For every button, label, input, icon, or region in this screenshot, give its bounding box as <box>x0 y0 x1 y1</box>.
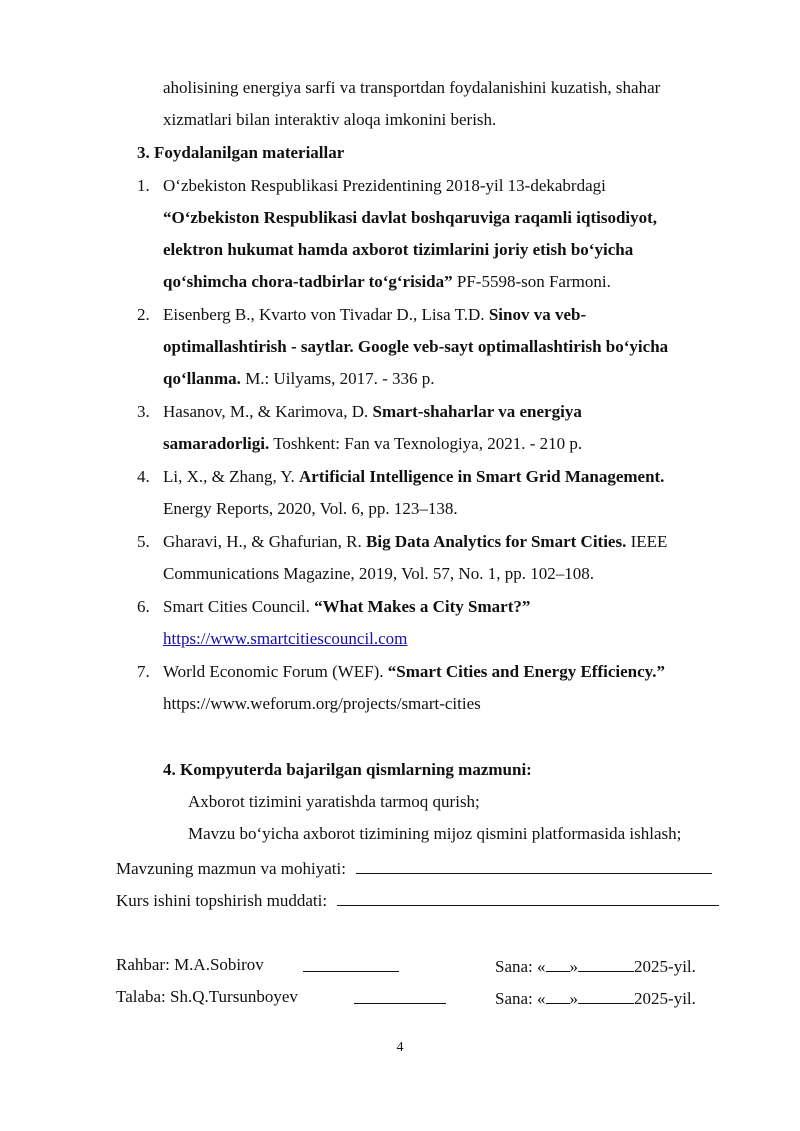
talaba-signature-row <box>354 987 446 1009</box>
ref-7-number: 7. <box>137 662 150 681</box>
ref-3-number: 3. <box>137 402 150 421</box>
mavzu-field-row <box>116 857 712 879</box>
ref-2-line-1 <box>163 305 586 325</box>
mavzu-blank-line[interactable] <box>356 857 712 874</box>
section-3-heading: 3. Foydalanilgan materiallar <box>137 143 345 162</box>
ref-2-source: M.: Uilyams, 2017. - 336 p. <box>240 369 435 388</box>
ref-6-title: “What Makes a City Smart?” <box>314 597 531 616</box>
talaba-date-row <box>495 987 696 1009</box>
ref-6-link[interactable]: https://www.smartcitiescouncil.com <box>163 629 408 648</box>
ref-2-line-3 <box>163 369 435 389</box>
ref-5-title: Big Data Analytics for Smart Cities. <box>366 532 627 551</box>
ref-1-line-4 <box>163 272 611 292</box>
ref-5-authors: Gharavi, H., & Ghafurian, R. <box>163 532 367 551</box>
intro-line-2: xizmatlari bilan interaktiv aloqa imkonini berish. <box>163 110 497 129</box>
ref-5-publisher: IEEE <box>626 532 668 551</box>
ref-1-source: PF-5598-son Farmoni. <box>452 272 611 291</box>
rahbar-date-mid: » <box>569 957 579 976</box>
muddat-field-row <box>116 889 719 911</box>
ref-1-title-end: qo‘shimcha chora-tadbirlar to‘g‘risida” <box>163 272 453 291</box>
ref-6-number: 6. <box>137 597 150 616</box>
ref-1-line-1: O‘zbekiston Respublikasi Prezidentining 2018-yil 13-dekabrdagi <box>163 176 606 195</box>
ref-2-title-end: qo‘llanma. <box>163 369 241 388</box>
ref-4-line-1 <box>163 467 664 487</box>
ref-7-title: “Smart Cities and Energy Efficiency.” <box>387 662 665 681</box>
talaba-date-prefix: Sana: « <box>495 989 546 1008</box>
talaba-signature-line[interactable] <box>354 987 446 1004</box>
ref-7-authors: World Economic Forum (WEF). <box>163 662 388 681</box>
talaba-date-year: 2025-yil. <box>634 989 696 1008</box>
mavzu-label: Mavzuning mazmun va mohiyati: <box>116 859 346 878</box>
rahbar-date-row <box>495 955 696 977</box>
ref-4-number: 4. <box>137 467 150 486</box>
ref-7-line-1 <box>163 662 665 682</box>
rahbar-signature-line[interactable] <box>303 955 399 972</box>
rahbar-signature-row <box>303 955 399 977</box>
ref-4-line-2: Energy Reports, 2020, Vol. 6, pp. 123–138. <box>163 499 458 518</box>
talaba-date-mid: » <box>569 989 579 1008</box>
ref-3-line-2 <box>163 434 582 454</box>
rahbar-day-blank[interactable] <box>546 955 570 972</box>
rahbar-month-blank[interactable] <box>578 955 634 972</box>
ref-4-title: Artificial Intelligence in Smart Grid Management. <box>299 467 665 486</box>
ref-3-line-1 <box>163 402 582 422</box>
ref-3-title-end: samaradorligi. <box>163 434 270 453</box>
ref-4-authors: Li, X., & Zhang, Y. <box>163 467 299 486</box>
ref-1-line-3: elektron hukumat hamda axborot tizimlarini joriy etish bo‘yicha <box>163 240 634 259</box>
muddat-blank-line[interactable] <box>337 889 719 906</box>
ref-3-source: Toshkent: Fan va Texnologiya, 2021. - 210 p. <box>269 434 583 453</box>
ref-1-line-2: “O‘zbekiston Respublikasi davlat boshqaruviga raqamli iqtisodiyot, <box>163 208 658 227</box>
section-4-item-2: Mavzu bo‘yicha axborot tizimining mijoz qismini platformasida ishlash; <box>188 824 682 843</box>
section-4-heading: 4. Kompyuterda bajarilgan qismlarning mazmuni: <box>163 760 532 779</box>
talaba-month-blank[interactable] <box>578 987 634 1004</box>
ref-5-number: 5. <box>137 532 150 551</box>
ref-6-authors: Smart Cities Council. <box>163 597 315 616</box>
ref-6-line-1 <box>163 597 530 617</box>
rahbar-date-prefix: Sana: « <box>495 957 546 976</box>
section-4-item-1: Axborot tizimini yaratishda tarmoq qurish; <box>188 792 480 811</box>
muddat-label: Kurs ishini topshirish muddati: <box>116 891 328 910</box>
ref-3-title-start: Smart-shaharlar va energiya <box>372 402 582 421</box>
ref-3-authors: Hasanov, M., & Karimova, D. <box>163 402 373 421</box>
rahbar-date-year: 2025-yil. <box>634 957 696 976</box>
ref-2-title-start: Sinov va veb- <box>488 305 587 324</box>
ref-5-line-2: Communications Magazine, 2019, Vol. 57, No. 1, pp. 102–108. <box>163 564 594 583</box>
ref-2-authors: Eisenberg B., Kvarto von Tivadar D., Lisa T.D. <box>163 305 489 324</box>
ref-7-url: https://www.weforum.org/projects/smart-cities <box>163 694 481 713</box>
talaba-name: Talaba: Sh.Q.Tursunboyev <box>116 987 298 1006</box>
talaba-day-blank[interactable] <box>546 987 570 1004</box>
ref-1-number: 1. <box>137 176 150 195</box>
ref-2-line-2: optimallashtirish - saytlar. Google veb-sayt optimallashtirish bo‘yicha <box>163 337 669 356</box>
intro-line-1: aholisining energiya sarfi va transportdan foydalanishini kuzatish, shahar <box>163 78 661 97</box>
ref-2-number: 2. <box>137 305 150 324</box>
page-number: 4 <box>396 1040 404 1055</box>
ref-5-line-1 <box>163 532 667 552</box>
rahbar-name: Rahbar: M.A.Sobirov <box>116 955 264 974</box>
